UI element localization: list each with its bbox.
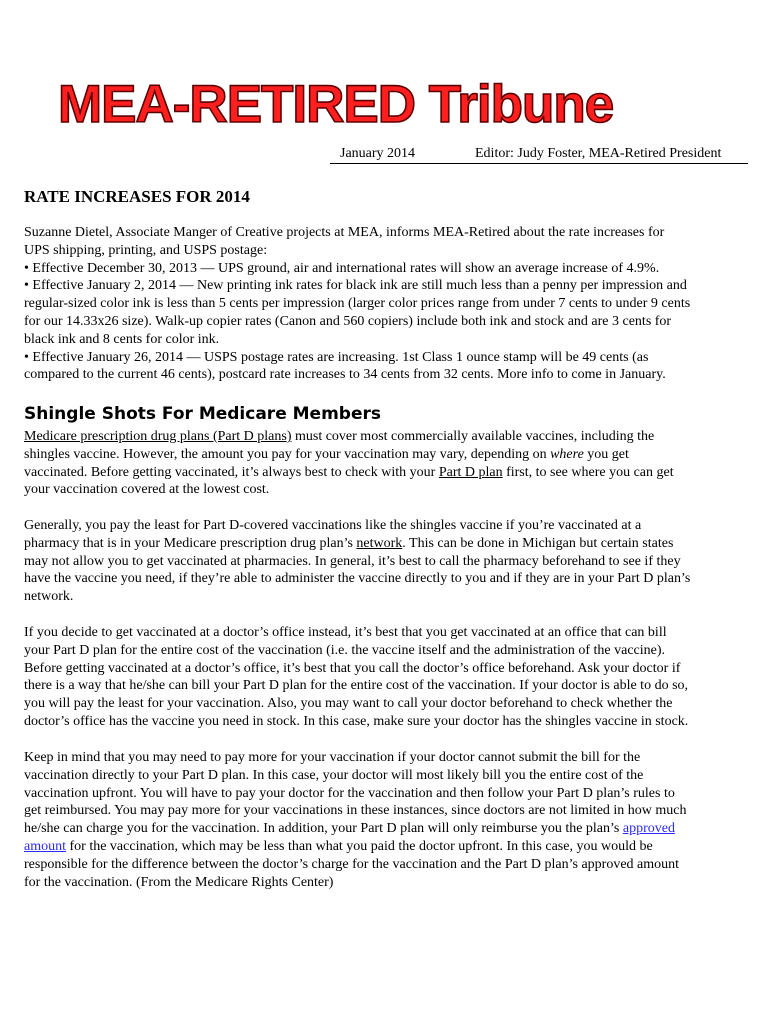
text-line: vaccination directly to your Part D plan. In this case, your doctor will most likely bill you the entire cost of the <box>24 767 644 783</box>
text-line: you will pay the least for your vaccination. Also, you may want to call your doctor beforehand to check whether the <box>24 696 673 712</box>
shingles-paragraph-4 <box>24 749 750 891</box>
text-span: shingles vaccine. However, the amount you pay for your vaccination may vary, depending on <box>24 446 551 462</box>
text-span: for the vaccination, which may be less than what you paid the doctor upfront. In this case, you would be <box>66 838 653 854</box>
rates-line: compared to the current 46 cents), postcard rate increases to 34 cents from 32 cents. More info to come in January. <box>24 367 666 383</box>
text-line: your Part D plan for the entire cost of the vaccination (i.e. the vaccine itself and the administration of the vaccine). <box>24 642 666 658</box>
text-span: first, to see where you can get <box>502 464 674 480</box>
text-line: for the vaccination. (From the Medicare Rights Center) <box>24 874 334 890</box>
header-rule <box>330 163 748 164</box>
rate-increases-heading: RATE INCREASES FOR 2014 <box>24 187 250 206</box>
rates-bullet-usps: • Effective January 26, 2014 — USPS postage rates are increasing. 1st Class 1 ounce stamp will be 49 cents (as <box>24 349 649 365</box>
text-span: you get <box>583 446 629 462</box>
text-line: there is a way that he/she can bill your Part D plan for the entire cost of the vaccination. If your doctor is able to do so, <box>24 678 689 694</box>
rate-increases-body <box>24 224 750 384</box>
issue-date: January 2014 <box>340 146 416 161</box>
text-line: doctor’s office has the vaccine you need in stock. In this case, make sure your doctor has the shingles vaccine in stock. <box>24 713 689 729</box>
text-line: Before getting vaccinated at a doctor’s office, it’s best that you call the doctor’s office beforehand. Ask your doctor if <box>24 660 681 676</box>
rates-line: UPS shipping, printing, and USPS postage: <box>24 242 268 258</box>
text-line: Generally, you pay the least for Part D-covered vaccinations like the shingles vaccine if you’re vaccinated at a <box>24 518 642 533</box>
text-line: may not allow you to get vaccinated at pharmacies. In general, it’s best to call the pharmacy beforehand to see if they <box>24 553 681 569</box>
shingles-paragraph-2 <box>24 517 750 606</box>
text-line: vaccination upfront. You will have to pay your doctor for the vaccination and then follow your Part D plan’s rules to <box>24 785 675 801</box>
text-line: Keep in mind that you may need to pay more for your vaccination if your doctor cannot submit the bill for the <box>24 750 641 765</box>
text-line: If you decide to get vaccinated at a doctor’s office instead, it’s best that you get vaccinated at an office that can bill <box>24 625 667 640</box>
rates-line: for our 14.33x26 size). Walk-up copier rates (Canon and 560 copiers) include both ink and stock and are 3 cents for <box>24 313 672 329</box>
approved-amount-link-continued[interactable]: amount <box>24 838 66 854</box>
text-span: he/she can charge you for the vaccination. In addition, your Part D plan will only reimburse you the plan’s <box>24 821 623 837</box>
masthead-title: MEA-RETIRED Tribune <box>58 75 614 134</box>
text-line: your vaccination covered at the lowest cost. <box>24 482 270 498</box>
text-line: responsible for the difference between the doctor’s charge for the vaccination and the Part D plan’s approved amount <box>24 856 680 872</box>
text-line: network. <box>24 589 74 605</box>
emphasis-where: where <box>550 446 584 462</box>
rates-line: Suzanne Dietel, Associate Manger of Creative projects at MEA, informs MEA-Retired about the rate increases for <box>24 225 665 240</box>
text-span: must cover most commercially available vaccines, including the <box>291 429 655 444</box>
approved-amount-link[interactable]: approved <box>622 821 675 837</box>
text-span: vaccinated. Before getting vaccinated, it’s always best to check with your <box>24 464 439 480</box>
rates-bullet-printing: • Effective January 2, 2014 — New printing ink rates for black ink are still much less than a penny per impression and <box>24 278 687 294</box>
text-line: have the vaccine you need, if they’re able to administer the vaccine directly to you and if they are in your Part D plan’s <box>24 571 691 587</box>
medicare-part-d-link[interactable]: Medicare prescription drug plans (Part D plans) <box>24 429 292 444</box>
shingles-paragraph-3 <box>24 624 750 731</box>
rates-bullet-ups: • Effective December 30, 2013 — UPS ground, air and international rates will show an average increase of 4.9%. <box>24 260 660 276</box>
rates-line: black ink and 8 cents for color ink. <box>24 331 220 347</box>
text-span: . This can be done in Michigan but certain states <box>402 535 674 551</box>
text-span: pharmacy that is in your Medicare prescription drug plan’s <box>24 535 357 551</box>
shingles-paragraph-1 <box>24 428 750 499</box>
text-line: get reimbursed. You may pay more for your vaccinations in these instances, since doctors are not limited in how much <box>24 803 687 819</box>
part-d-plan-link[interactable]: Part D plan <box>438 464 503 480</box>
network-link[interactable]: network <box>356 535 403 551</box>
editor-credit: Editor: Judy Foster, MEA-Retired President <box>475 146 722 161</box>
shingles-heading: Shingle Shots For Medicare Members <box>24 404 381 424</box>
rates-line: regular-sized color ink is less than 5 cents per impression (larger color prices range from under 7 cents to under 9 cents <box>24 296 691 312</box>
